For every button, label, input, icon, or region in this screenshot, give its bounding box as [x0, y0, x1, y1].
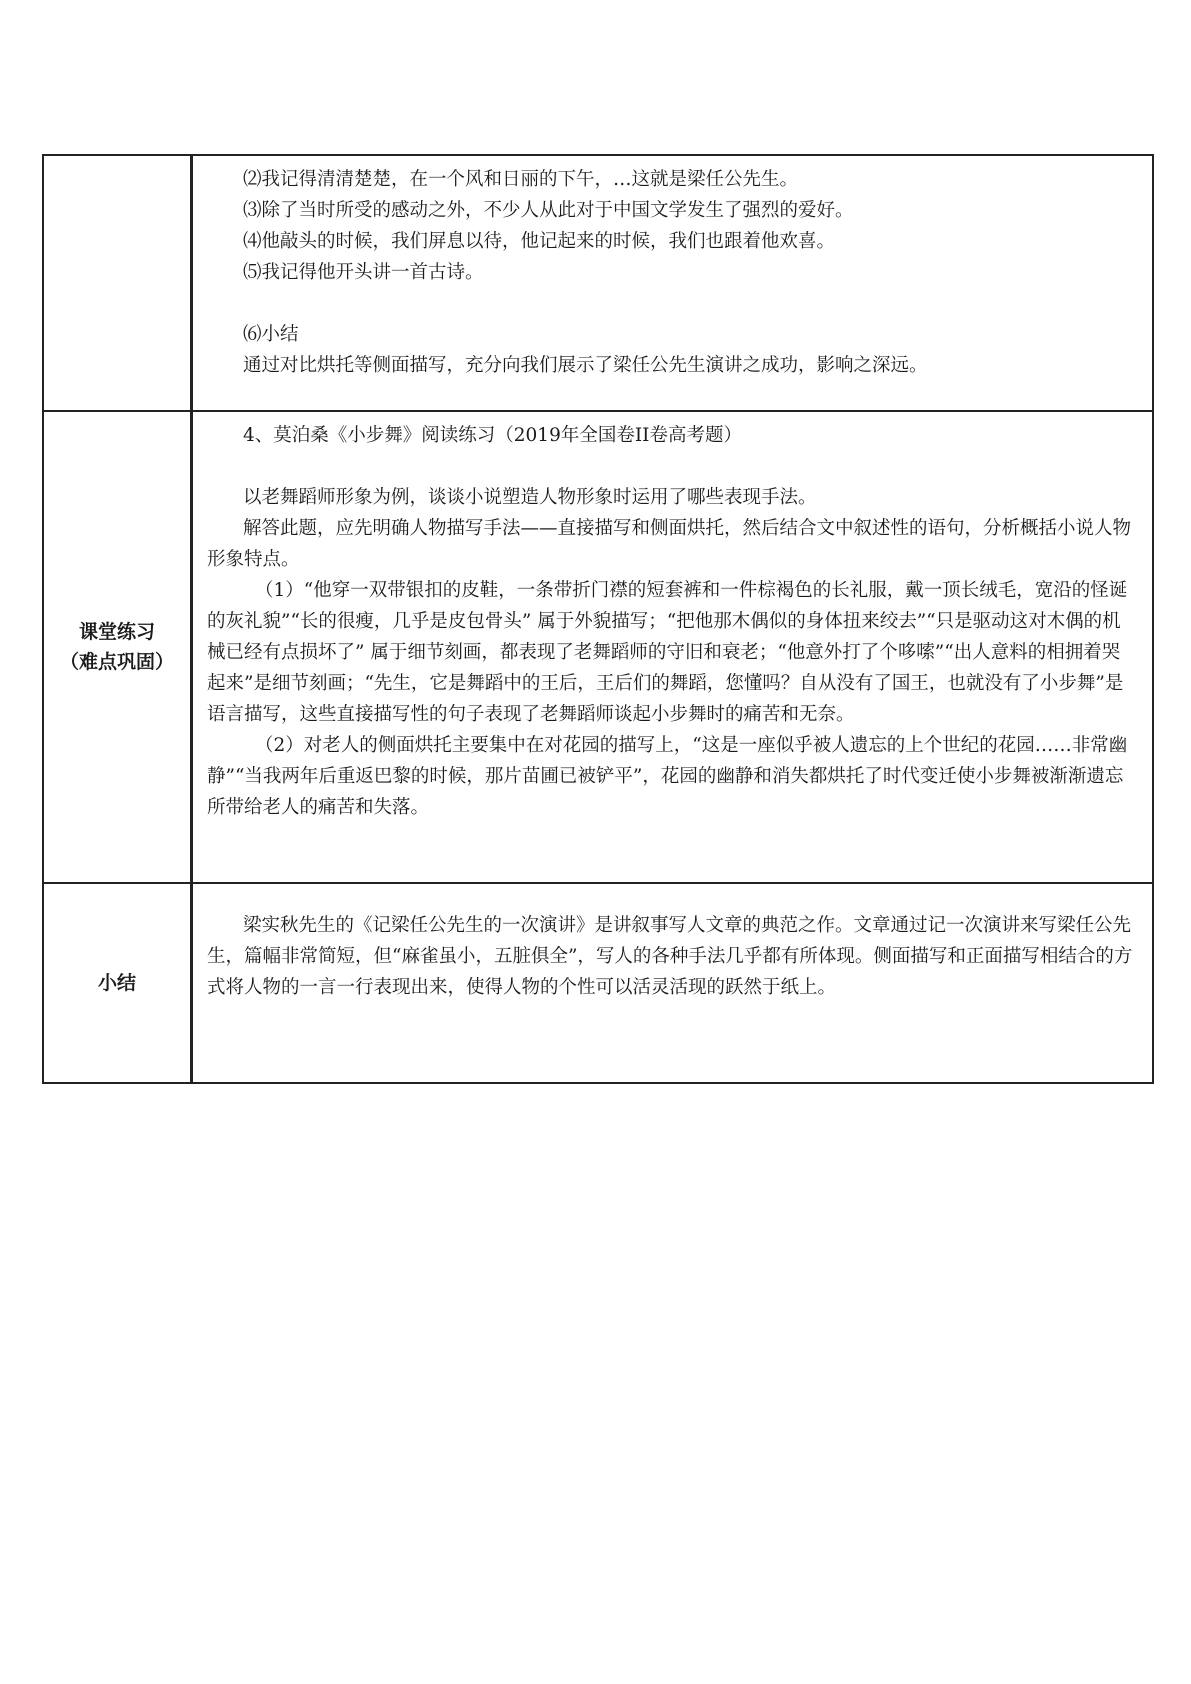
- summary-heading: ⑹小结: [243, 324, 299, 345]
- lesson-table: [42, 154, 1154, 1084]
- table-row-summary: [43, 883, 1153, 1083]
- practice-label: 课堂练习: [78, 621, 155, 643]
- note-line-4: ⑷他敲头的时候，我们屏息以待，他记起来的时候，我们也跟着他欢喜。: [243, 231, 836, 252]
- summary-text: 通过对比烘托等侧面描写，充分向我们展示了梁任公先生演讲之成功，影响之深远。: [243, 355, 928, 376]
- table-row-practice: [43, 411, 1153, 883]
- label-cell-practice: [43, 411, 192, 883]
- table-row-reading-notes: [43, 155, 1153, 411]
- summary-label: 小结: [97, 972, 136, 994]
- exercise-question: 以老舞蹈师形象为例，谈谈小说塑造人物形象时运用了哪些表现手法。: [243, 487, 817, 508]
- exercise-analysis: 解答此题，应先明确人物描写手法——直接描写和侧面烘托，然后结合文中叙述性的语句，分析概括小说人物形象特点。: [207, 518, 1132, 570]
- exercise-point-1: （1）“他穿一双带银扣的皮鞋，一条带折门襟的短套裤和一件棕褐色的长礼服，戴一顶长绒毛，宽沿的怪诞的灰礼貌”“长的很瘦，几乎是皮包骨头” 属于外貌描写；“把他那木偶似的身体扭来绞去”“只是驱动这对木偶的机械已经有点损坏了” 属于细节刻画，都表现了老舞蹈师的守旧和衰老；“他意外打了个哆嗦”“出人意料的相拥着哭起来”是细节刻画；“先生，它是舞蹈中的王后，王后们的舞蹈，您懂吗？自从没有了国王，也就没有了小步舞”是语言描写，这些直接描写性的句子表现了老舞蹈师谈起小步舞时的痛苦和无奈。: [207, 580, 1128, 725]
- spacer: [207, 288, 1138, 319]
- content-cell-practice: [192, 411, 1154, 883]
- summary-paragraph: 梁实秋先生的《记梁任公先生的一次演讲》是讲叙事写人文章的典范之作。文章通过记一次演讲来写梁任公先生，篇幅非常简短，但“麻雀虽小，五脏俱全”，写人的各种手法几乎都有所体现。侧面描写和正面描写相结合的方式将人物的一言一行表现出来，使得人物的个性可以活灵活现的跃然于纸上。: [207, 915, 1133, 998]
- label-cell-empty: [43, 155, 192, 411]
- exercise-point-2: （2）对老人的侧面烘托主要集中在对花园的描写上，“这是一座似乎被人遗忘的上个世纪的花园……非常幽静”“当我两年后重返巴黎的时候，那片苗圃已被铲平”，花园的幽静和消失都烘托了时代变迁使小步舞被渐渐遗忘所带给老人的痛苦和失落。: [207, 735, 1128, 818]
- label-cell-summary: [43, 883, 192, 1083]
- note-line-2: ⑵我记得清清楚楚，在一个风和日丽的下午，…这就是梁任公先生。: [243, 169, 799, 190]
- note-line-3: ⑶除了当时所受的感动之外，不少人从此对于中国文学发生了强烈的爱好。: [243, 200, 854, 221]
- content-cell-reading-notes: [192, 155, 1154, 411]
- content-cell-summary: [192, 883, 1154, 1083]
- exercise-title: 4、莫泊桑《小步舞》阅读练习（2019年全国卷II卷高考题）: [243, 425, 742, 446]
- practice-sublabel: （难点巩固）: [59, 651, 174, 673]
- spacer: [207, 451, 1138, 482]
- note-line-5: ⑸我记得他开头讲一首古诗。: [243, 262, 484, 283]
